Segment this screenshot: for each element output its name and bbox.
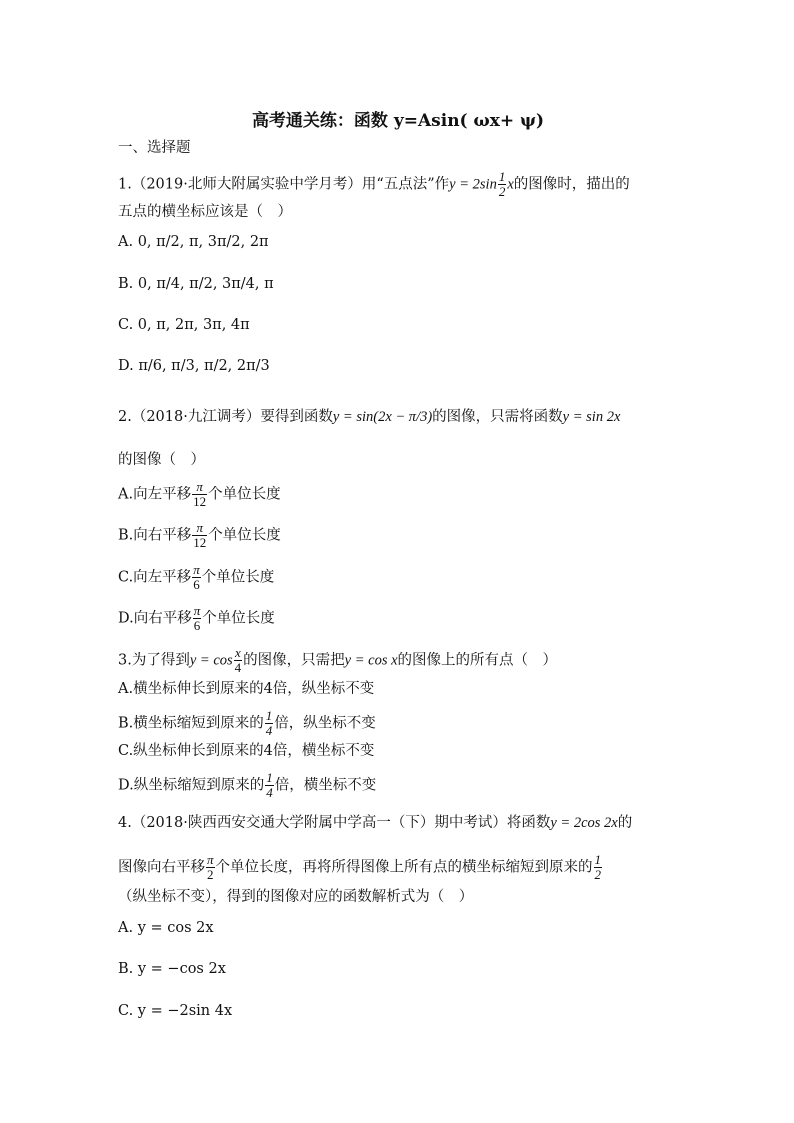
- q3-option-c: C.纵坐标伸长到原来的4倍，横坐标不变: [118, 743, 375, 759]
- q2-option-c: C.向左平移 $\frac{\pi}{6}$ 个单位长度: [118, 562, 275, 592]
- question-3-line-1: 3.为了得到y = cos $\frac{x}{4}$ 的图像，只需把y = cos x的图像上的所有点（ ）: [118, 645, 558, 675]
- q3-d-fraction: $\frac{1}{4}$: [266, 770, 273, 800]
- q3-fraction: $\frac{x}{4}$: [234, 645, 242, 675]
- q4-option-c: C. y = −2sin 4x: [118, 1003, 233, 1019]
- q3-option-a: A.横坐标伸长到原来的4倍，纵坐标不变: [118, 681, 375, 697]
- question-4-line-2: 图像向右平移 $\frac{\pi}{2}$ 个单位长度，再将所得图像上所有点的横坐标缩短到原来的 $\frac{1}{2}$: [118, 852, 602, 882]
- q1-func-post: x: [507, 176, 514, 193]
- question-4-line-3: （纵坐标不变），得到的图像对应的函数解析式为（ ）: [118, 889, 474, 905]
- q2-func2: y = sin 2x: [562, 409, 621, 425]
- q3-option-b: B.横坐标缩短到原来的 $\frac{1}{4}$ 倍，纵坐标不变: [118, 708, 376, 738]
- q2-c-fraction: $\frac{\pi}{6}$: [193, 562, 200, 592]
- page-title: 高考通关练：函数 y=Asin( ωx+ ψ): [251, 111, 545, 131]
- question-1-line-2: 五点的横坐标应该是（ ）: [118, 204, 292, 220]
- q4-shift-fraction: $\frac{\pi}{2}$: [207, 852, 214, 882]
- section-heading: 一、选择题: [118, 140, 191, 156]
- q2-option-d: D.向右平移 $\frac{\pi}{6}$ 个单位长度: [118, 603, 275, 633]
- q4-half-fraction: $\frac{1}{2}$: [594, 852, 602, 882]
- q2-b-fraction: $\frac{\pi}{12}$: [193, 520, 207, 550]
- question-4-line-1: 4.（2018·陕西西安交通大学附属中学高一（下）期中考试）将函数y = 2cos 2x的: [118, 815, 633, 831]
- q2-mid: 的图像，只需将函数: [432, 409, 563, 425]
- q1-option-a: A. 0, π/2, π, 3π/2, 2π: [118, 234, 269, 250]
- q1-lead: 1.（2019·北师大附属实验中学月考）用“五点法”作: [118, 176, 450, 193]
- q2-d-fraction: $\frac{\pi}{6}$: [193, 603, 201, 633]
- q3-option-d: D.纵坐标缩短到原来的 $\frac{1}{4}$ 倍，横坐标不变: [118, 770, 377, 800]
- q3-b-fraction: $\frac{1}{4}$: [265, 708, 273, 738]
- q1-tail: 的图像时，描出的: [513, 176, 630, 193]
- q1-func-pre: y = 2sin: [449, 176, 497, 193]
- q2-a-fraction: $\frac{\pi}{12}$: [193, 479, 207, 509]
- q2-func: y = sin(2x − π/3): [332, 409, 433, 425]
- question-2-line-2: 的图像（ ）: [118, 452, 205, 468]
- q1-fraction: $\frac{1}{2}$: [498, 169, 506, 199]
- q4-option-b: B. y = −cos 2x: [118, 961, 226, 977]
- q4-option-a: A. y = cos 2x: [118, 920, 214, 936]
- q2-option-a: A.向左平移 $\frac{\pi}{12}$ 个单位长度: [118, 479, 281, 509]
- q1-option-b: B. 0, π/4, π/2, 3π/4, π: [118, 276, 274, 292]
- q2-option-b: B.向右平移 $\frac{\pi}{12}$ 个单位长度: [118, 520, 281, 550]
- question-1-line-1: [118, 170, 630, 199]
- q1-option-c: C. 0, π, 2π, 3π, 4π: [118, 317, 250, 333]
- question-2-line-1: [118, 407, 620, 427]
- q1-option-d: D. π/6, π/3, π/2, 2π/3: [118, 358, 270, 374]
- q2-lead: 2.（2018·九江调考）要得到函数: [118, 409, 333, 425]
